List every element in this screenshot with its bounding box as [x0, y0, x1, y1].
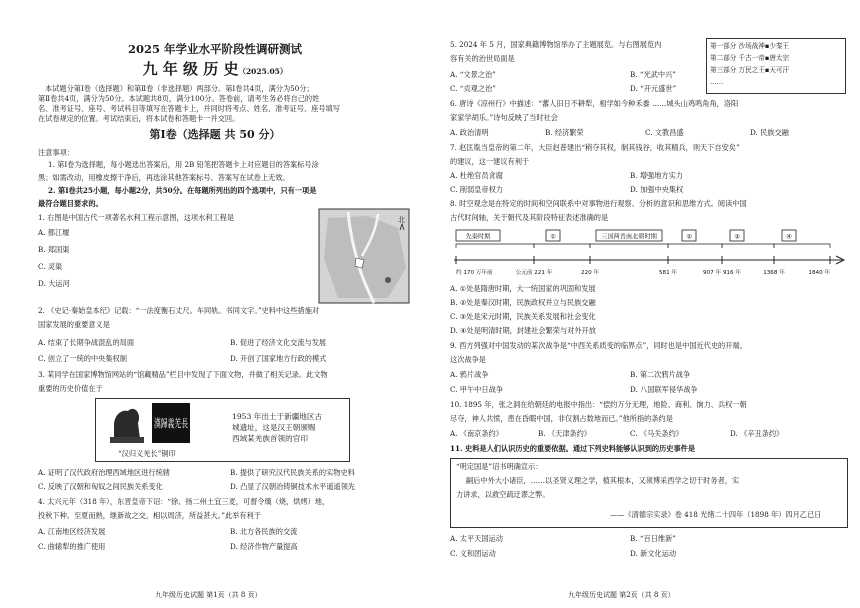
q3-option-a: A. 证明了汉代政府治理西域地区进行统辖	[38, 468, 170, 477]
timeline-ticks	[456, 256, 830, 276]
q4-option-a: A. 江南地区经济发展	[38, 527, 106, 536]
q1-option-c: C. 灵渠	[38, 262, 63, 271]
q7-stem-1: 7. 赵匡胤当皇帝的第二年，大臣赵普建出“稍夺其权，制其钱谷，收其精兵，则天下自安矣”	[450, 143, 740, 152]
q9-stem-2: 这次战争是	[450, 355, 486, 364]
q8-option-d: D. ④处是明清时期，封建社会繁荣与对外开放	[450, 326, 596, 335]
q8-option-b: B. ②处是秦汉时期，民族政权并立与民族交融	[450, 298, 596, 307]
timeline-period-label: ①	[550, 233, 556, 241]
q9-stem-1: 9. 西方列强对中国发动的某次战争是“中西关系质变的临界点”，同时也是中国近代史的开端。	[450, 341, 747, 350]
q8-timeline	[450, 228, 850, 280]
page-1-footer: 九年级历史试题 第1页（共 8 页）	[155, 591, 262, 599]
q6-stem-1: 6. 唐诗《凉州行》中描述：“蕃人旧日不耕犁，相学如今种禾黍 ……城头山鸡鸣角角，洛阳	[450, 99, 739, 108]
subject-main: 九 年 级 历 史	[142, 60, 239, 78]
q5-option-b: B. “光武中兴”	[630, 70, 676, 79]
q7-option-d: D. 加强中央集权	[630, 185, 684, 194]
intro-line-4: 在试卷规定的位置。考试结束后，将本试卷和答题卡一并交回。	[38, 114, 240, 123]
timeline-period-label: ③	[734, 233, 740, 241]
q5-box-row-3: 第三部分 万民之王▪天可汗	[710, 66, 790, 74]
q11-quote-2: 嗣后中外大小诸臣，……以圣贤义理之学，植其根本，又须博采西学之切于时务者，实	[466, 476, 740, 485]
q11-quote-3: 力讲求，以救空疏迂谬之弊。	[456, 490, 550, 499]
q1-stem: 1. 右图是中国古代一项著名水利工程示意图，这项水利工程是	[38, 213, 235, 222]
exam-title: 2025 年学业水平阶段性调研测试	[127, 42, 302, 56]
timeline-tick-label: 907 年 916 年	[703, 270, 741, 276]
q10-option-b: B. 《天津条约》	[538, 429, 591, 438]
q1-option-b: B. 郑国渠	[38, 245, 70, 254]
q8-option-a: A. ①处是隋唐时期，大一统国家的巩固和发展	[450, 284, 596, 293]
map-weir	[355, 258, 364, 268]
q7-stem-2: 的建议，这一建议有利于	[450, 157, 530, 166]
timeline-period-bracket	[668, 244, 722, 248]
timeline-period-label: 先秦时期	[465, 233, 491, 241]
q8-stem-1: 8. 时空观念是在特定的时间和空间联系中对事物进行观察、分析的意识和思维方式。阅读中国	[450, 199, 747, 208]
q1-option-a: A. 都江堰	[38, 228, 70, 237]
q11-quote-1: “明定国是”诏书明确宣示：	[456, 462, 543, 471]
q3-seal-images	[104, 401, 209, 445]
timeline-tick-label: 公元前 221 年	[515, 270, 553, 276]
q11-stem: 11. 史料是人们认识历史的重要依据。通过下列史料能够认识到的历史事件是	[450, 444, 696, 453]
q5-option-c: C. “贞观之治”	[450, 84, 496, 93]
q3-stem-2: 重要的历史价值在于	[38, 384, 103, 393]
note-line-3: 2. 第Ⅰ卷共25小题，每小题2分，共50分。在每题所列出的四个选项中，只有一项是	[48, 186, 317, 195]
intro-line-1: 本试题分第Ⅰ卷（选择题）和第Ⅱ卷（非选择题）两部分。第Ⅰ卷共4页，满分为50分；	[45, 84, 314, 93]
subject-heading	[0, 60, 430, 81]
q10-stem-1: 10. 1895 年，张之洞在给朝廷的电报中指出：“偿约万分无理，地险、商利、饷力、兵权一朝	[450, 400, 747, 409]
q10-option-a: A. 《南京条约》	[450, 429, 503, 438]
seal-knob-image	[114, 409, 140, 439]
intro-line-2: 第Ⅱ卷共4页，满分为50分。本试题共8页，满分100分。答卷前，请考生务必将自己的姓	[38, 94, 320, 103]
q5-box-row-2: 第二部分 千古一帝▪唐太宗	[710, 54, 790, 62]
timeline-period-bracket	[774, 244, 830, 248]
q3-box-line-2: 城遗址，这是汉王朝颁赐	[232, 423, 316, 432]
q9-option-c: C. 甲午中日战争	[450, 385, 503, 394]
timeline-period-bracket	[456, 244, 534, 248]
q8-stem-2: 古代时间轴，关于朝代及其阶段特征表述准确的是	[450, 213, 609, 222]
part1-title: 第Ⅰ卷（选择题 共 50 分）	[149, 128, 281, 141]
timeline-tick-label: 1368 年	[763, 270, 785, 276]
q5-option-d: D. “开元盛世”	[630, 84, 677, 93]
q2-stem-2: 国家发展的重要意义是	[38, 320, 110, 329]
q2-option-c: C. 创立了一统的中央集权制	[38, 354, 127, 363]
q3-caption: “汉归义羌长”铜印	[118, 449, 176, 458]
timeline-period-bracket	[534, 244, 590, 248]
q6-option-a: A. 政治清明	[450, 128, 489, 137]
q4-option-d: D. 经济作物产量提高	[230, 542, 298, 551]
q11-source: ——《清德宗实录》卷 418 光绪二十四年（1898 年）四月乙已日	[610, 510, 822, 519]
map-city-marker	[385, 277, 391, 283]
timeline-period-bracket	[590, 244, 668, 248]
q4-stem-2: 投秋下种。至夏而熟，继新故之交，相以周济，所益甚大。”此举有利于	[38, 511, 261, 520]
q2-option-a: A. 结束了长期争战混乱的局面	[38, 338, 135, 347]
timeline-period-label: ④	[786, 233, 792, 241]
q3-box-line-1: 1953 年出土于新疆地区古	[232, 412, 323, 421]
q11-option-c: C. 义和团运动	[450, 549, 496, 558]
q3-box-line-3: 西域某羌族首领的官印	[232, 434, 308, 443]
q5-box-row-1: 第一部分 沙场战神▪少秦王	[710, 42, 790, 50]
q9-option-d: D. 八国联军侵华战争	[630, 385, 698, 394]
timeline-period-label: ②	[686, 233, 692, 241]
q6-option-b: B. 经济繁荣	[545, 128, 584, 137]
q3-stem-1: 3. 某同学在国家博物馆网站的“馆藏精品”栏目中发现了下面文物，并做了相关记录。此文物	[38, 370, 328, 379]
map-north-label: 北	[398, 216, 405, 224]
q9-option-b: B. 第二次鸦片战争	[630, 370, 691, 379]
timeline-tick-label: 220 年	[580, 270, 600, 276]
q8-option-c: C. ③处是宋元时期，民族关系发展和社会变化	[450, 312, 596, 321]
q10-option-d: D. 《辛丑条约》	[730, 429, 784, 438]
q2-option-d: D. 开创了国家地方行政的模式	[230, 354, 327, 363]
q6-stem-2: 家家学胡乐。”诗句反映了当时社会	[450, 113, 558, 122]
page-2-footer: 九年级历史试题 第2页（共 8 页）	[568, 591, 675, 599]
q2-stem-1: 2. 《史记·秦始皇本纪》记载：“一法度衡石丈尺。车同轨。书同文字。”史料中这些措施对	[38, 306, 320, 315]
subject-date: （2025.05）	[238, 67, 288, 76]
q10-option-c: C. 《马关条约》	[630, 429, 683, 438]
timeline-tick-label: 约 170 万年前	[456, 270, 493, 276]
q11-option-a: A. 太平天国运动	[450, 534, 503, 543]
q9-option-a: A. 鸦片战争	[450, 370, 489, 379]
timeline-tick-label: 1840 年	[808, 270, 830, 276]
q5-stem-1: 5. 2024 年 5 月，国家典籍博物馆举办了主题展览。与右图展览内	[450, 40, 662, 49]
notes-title: 注意事项：	[38, 148, 74, 157]
q4-option-b: B. 北方各民族的交流	[230, 527, 298, 536]
timeline-periods	[456, 230, 830, 248]
q10-stem-2: 尽夺，神人共愤，患在昏暇中国，非仅割占数地而已。”他所指的条约是	[450, 414, 673, 423]
seal-base-image	[110, 437, 144, 443]
note-line-4: 最符合题目要求的。	[38, 199, 103, 208]
timeline-period-label: 三国两晋南北朝时期	[601, 233, 657, 241]
q5-stem-2: 容有关的治世局面是	[450, 54, 515, 63]
exam-page-2	[430, 0, 860, 608]
q3-option-b: B. 提供了研究汉代民族关系的实物史料	[230, 468, 355, 477]
q5-box-more: ……	[710, 78, 724, 86]
q2-option-b: B. 促进了经济文化交流与发展	[230, 338, 327, 347]
q7-option-a: A. 杜绝官员贪腐	[450, 171, 503, 180]
intro-line-3: 名、准考证号、座号、考试科目等填写在答题卡上，并同时将考点、姓名、准考证号、座号填写	[38, 104, 340, 113]
note-line-1: 1. 第Ⅰ卷为选择题，每小题选出答案后，用 2B 铅笔把答题卡上对应题目的答案标号涂	[48, 160, 319, 169]
timeline-period-bracket	[722, 244, 774, 248]
note-line-2: 黑；如需改动，用橡皮擦干净后，再选涂其他答案标号。答案写在试卷上无效。	[38, 173, 290, 182]
q3-option-d: D. 凸显了汉朝冶铸铜技术水平遥遥领先	[230, 482, 356, 491]
q6-option-c: C. 文教昌盛	[645, 128, 684, 137]
q5-option-a: A. “文景之治”	[450, 70, 496, 79]
q7-option-c: C. 削弱皇帝权力	[450, 185, 503, 194]
q3-option-c: C. 反映了汉朝和匈奴之间民族关系变化	[38, 482, 163, 491]
q6-option-d: D. 民族交融	[750, 128, 789, 137]
seal-imprint-glyphs: 漢歸義羌長	[154, 417, 209, 430]
q4-option-c: C. 曲辕犁的推广使用	[38, 542, 106, 551]
q1-waterway-map	[318, 208, 410, 304]
q4-stem-1: 4. 太兴元年（318 年），东晋皇帝下诏：“徐、扬二州土宜三麦，可督令熯（烧，烘烤）地，	[38, 497, 330, 506]
timeline-tick-label: 581 年	[658, 270, 678, 276]
q11-option-d: D. 新文化运动	[630, 549, 677, 558]
q1-option-d: D. 大运河	[38, 279, 70, 288]
q11-option-b: B. “百日维新”	[630, 534, 676, 543]
q7-option-b: B. 增强地方实力	[630, 171, 683, 180]
